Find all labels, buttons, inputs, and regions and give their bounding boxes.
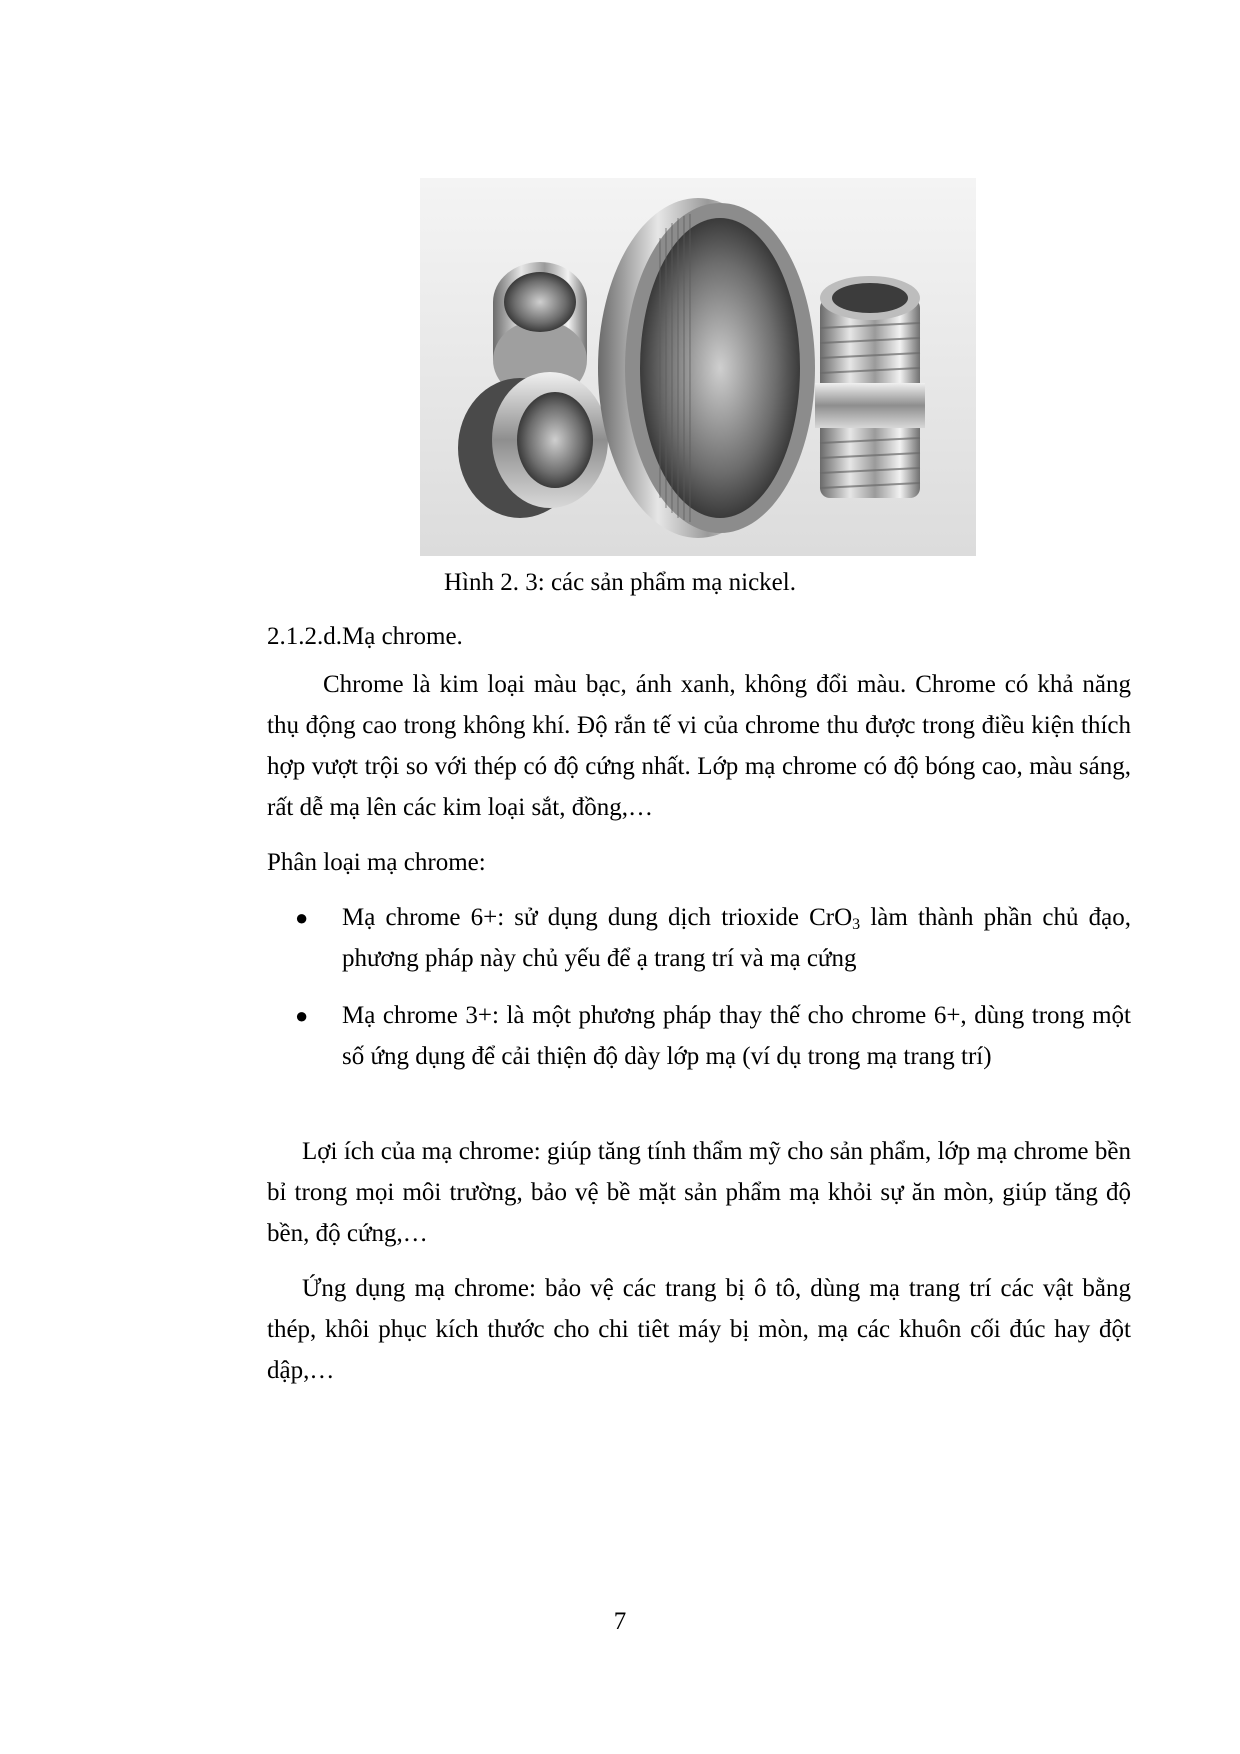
section-heading: 2.1.2.d.Mạ chrome. bbox=[267, 623, 463, 650]
bullet-text: Mạ chrome 6+: sử dụng dung dịch trioxide CrO$_3$ làm thành phần chủ đạo, phương pháp này chủ yếu để ạ trang trí và mạ cứng bbox=[342, 904, 1131, 972]
large-knurled-ring bbox=[598, 198, 815, 538]
hex-nipple bbox=[815, 276, 925, 498]
bullet-dot: ● bbox=[295, 1003, 309, 1028]
classification-label: Phân loại mạ chrome: bbox=[267, 849, 486, 876]
bullet-dot: ● bbox=[295, 905, 309, 930]
page-number: 7 bbox=[613, 1608, 627, 1635]
bullet-chrome-3 bbox=[295, 995, 1131, 1077]
benefits-paragraph: Lợi ích của mạ chrome: giúp tăng tính thẩm mỹ cho sản phẩm, lớp mạ chrome bền bỉ trong mọi môi trường, bảo vệ bề mặt sản phẩm mạ khỏi sự ăn mòn, giúp tăng độ bền, độ cứng,… bbox=[267, 1138, 1131, 1247]
nickel-plated-products-photo bbox=[420, 178, 976, 556]
bullet-chrome-6 bbox=[295, 897, 1131, 979]
figure-caption: Hình 2. 3: các sản phẩm mạ nickel. bbox=[444, 569, 796, 596]
applications-paragraph: Ứng dụng mạ chrome: bảo vệ các trang bị ô tô, dùng mạ trang trí các vật bằng thép, khôi phục kích thước cho chi tiêt máy bị mòn, mạ các khuôn cối đúc hay đột dập,… bbox=[267, 1275, 1131, 1384]
intro-paragraph: Chrome là kim loại màu bạc, ánh xanh, không đổi màu. Chrome có khả năng thụ động cao trong không khí. Độ rắn tế vi của chrome thu được trong điều kiện thích hợp vượt trội so với thép có độ cứng nhất. Lớp mạ chrome có độ bóng cao, màu sáng, rất dễ mạ lên các kim loại sắt, đồng,… bbox=[267, 671, 1131, 821]
bullet-text: Mạ chrome 3+: là một phương pháp thay thế cho chrome 6+, dùng trong một số ứng dụng để cải thiện độ dày lớp mạ (ví dụ trong mạ trang trí) bbox=[342, 1002, 1131, 1070]
